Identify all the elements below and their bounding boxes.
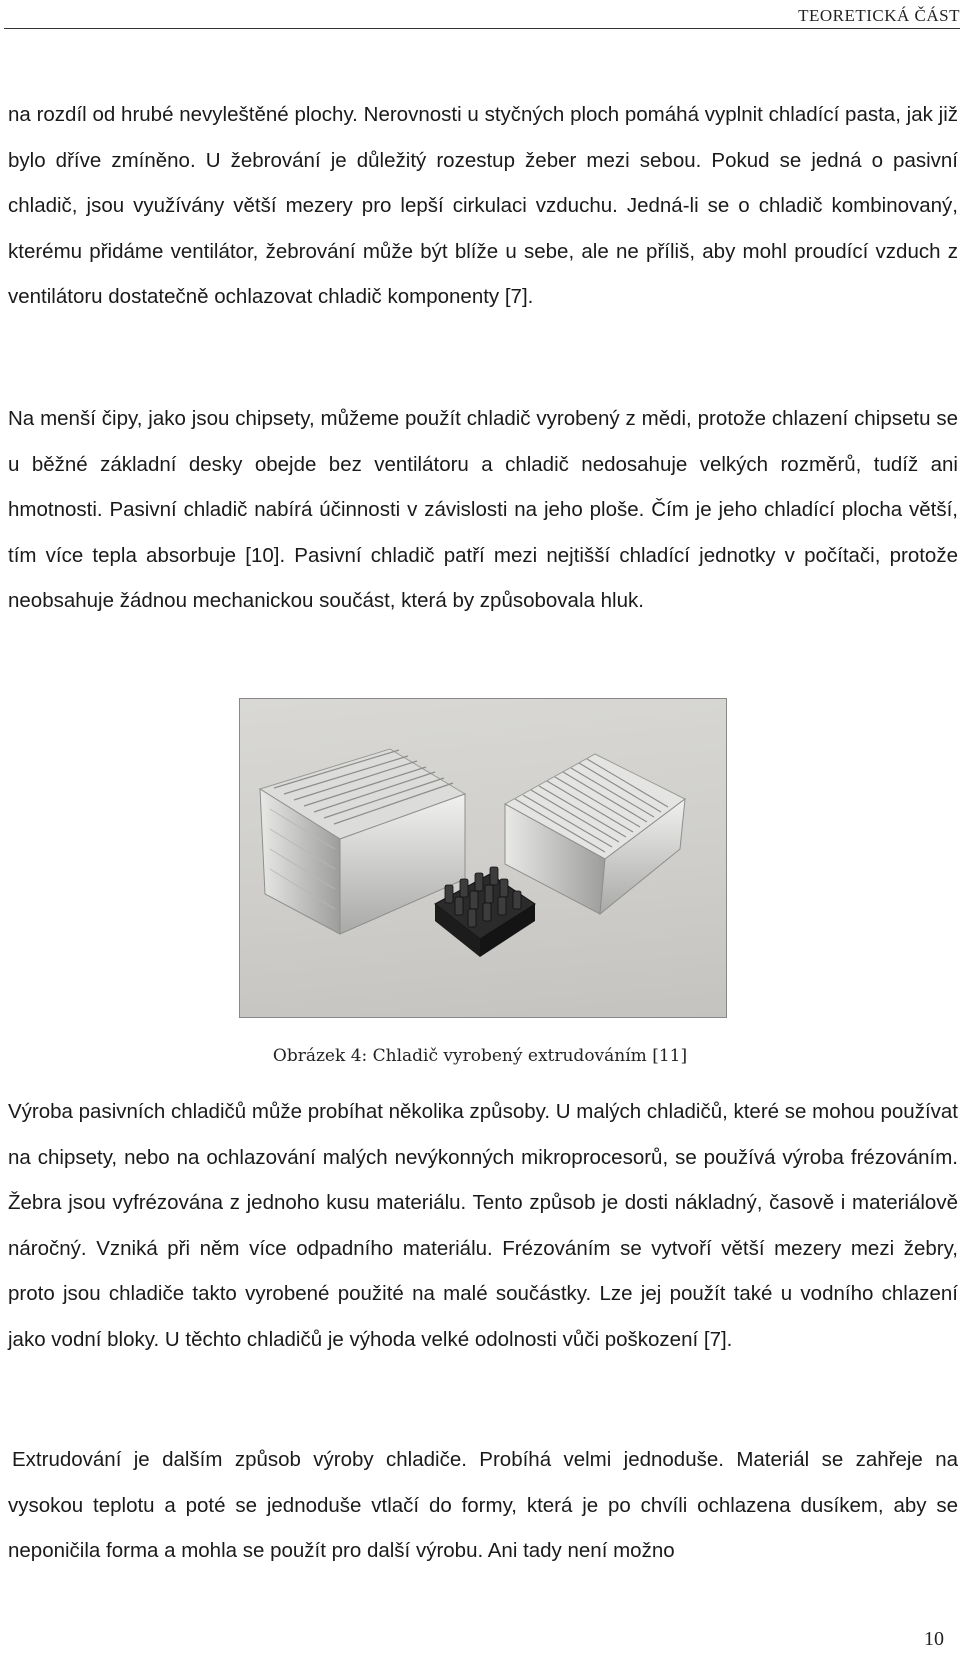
paragraph-surface-and-fins: na rozdíl od hrubé nevyleštěné plochy. Nerovnosti u styčných ploch pomáhá vyplnit chladící pasta, jak již bylo dříve zmíněno. U žebrování je důležitý rozestup žeber mezi sebou. Pokud se jedná o pasivní chladič, jsou využívány větší mezery pro lepší cirkulaci vzduchu. Jedná-li se o chladič kombinovaný, kterému přidáme ventilátor, žebrování může být blíže u sebe, ale ne příliš, aby mohl proudící vzduch z ventilátoru dostatečně ochlazovat chladič komponenty [7]. bbox=[8, 103, 958, 308]
figure-caption: Obrázek 4: Chladič vyrobený extrudováním [11] bbox=[272, 1046, 688, 1066]
page-number: 10 bbox=[924, 1628, 944, 1650]
heatsink-photo bbox=[239, 698, 727, 1018]
paragraph-chipset-coolers: Na menší čipy, jako jsou chipsety, můžeme použít chladič vyrobený z mědi, protože chlazení chipsetu se u běžné základní desky obejde bez ventilátoru a chladič nedosahuje velkých rozměrů, tudíž ani hmotnosti. Pasivní chladič nabírá účinnosti v závislosti na jeho ploše. Čím je jeho chladící plocha větší, tím více tepla absorbuje [10]. Pasivní chladič patří mezi nejtišší chladící jednotky v počítači, protože neobsahuje žádnou mechanickou součást, která by způsobovala hluk. bbox=[8, 407, 958, 612]
large-extruded-heatsink bbox=[260, 749, 465, 934]
header-rule bbox=[4, 28, 960, 29]
paragraph-milling-production: Výroba pasivních chladičů může probíhat několika způsoby. U malých chladičů, které se mohou používat na chipsety, nebo na ochlazování malých nevýkonných mikroprocesorů, se používá výroba frézováním. Žebra jsou vyfrézována z jednoho kusu materiálu. Tento způsob je dosti nákladný, časově i materiálově náročný. Vzniká při něm více odpadního materiálu. Frézováním se vytvoří větší mezery mezi žebry, proto jsou chladiče takto vyrobené použité na malé součástky. Lze jej použít také u vodního chlazení jako vodní bloky. U těchto chladičů je výhoda velké odolnosti vůči poškození [7]. bbox=[8, 1100, 958, 1351]
heatsink-illustration bbox=[240, 699, 725, 1016]
finned-heatsink bbox=[505, 754, 685, 914]
running-header: TEORETICKÁ ČÁST bbox=[798, 6, 960, 25]
paragraph-extrusion-production: Extrudování je dalším způsob výroby chladiče. Probíhá velmi jednoduše. Materiál se zahřeje na vysokou teplotu a poté se jednoduše vtlačí do formy, která je po chvíli ochlazena dusíkem, aby se neponičila forma a mohla se použít pro další výrobu. Ani tady není možno bbox=[8, 1448, 958, 1562]
